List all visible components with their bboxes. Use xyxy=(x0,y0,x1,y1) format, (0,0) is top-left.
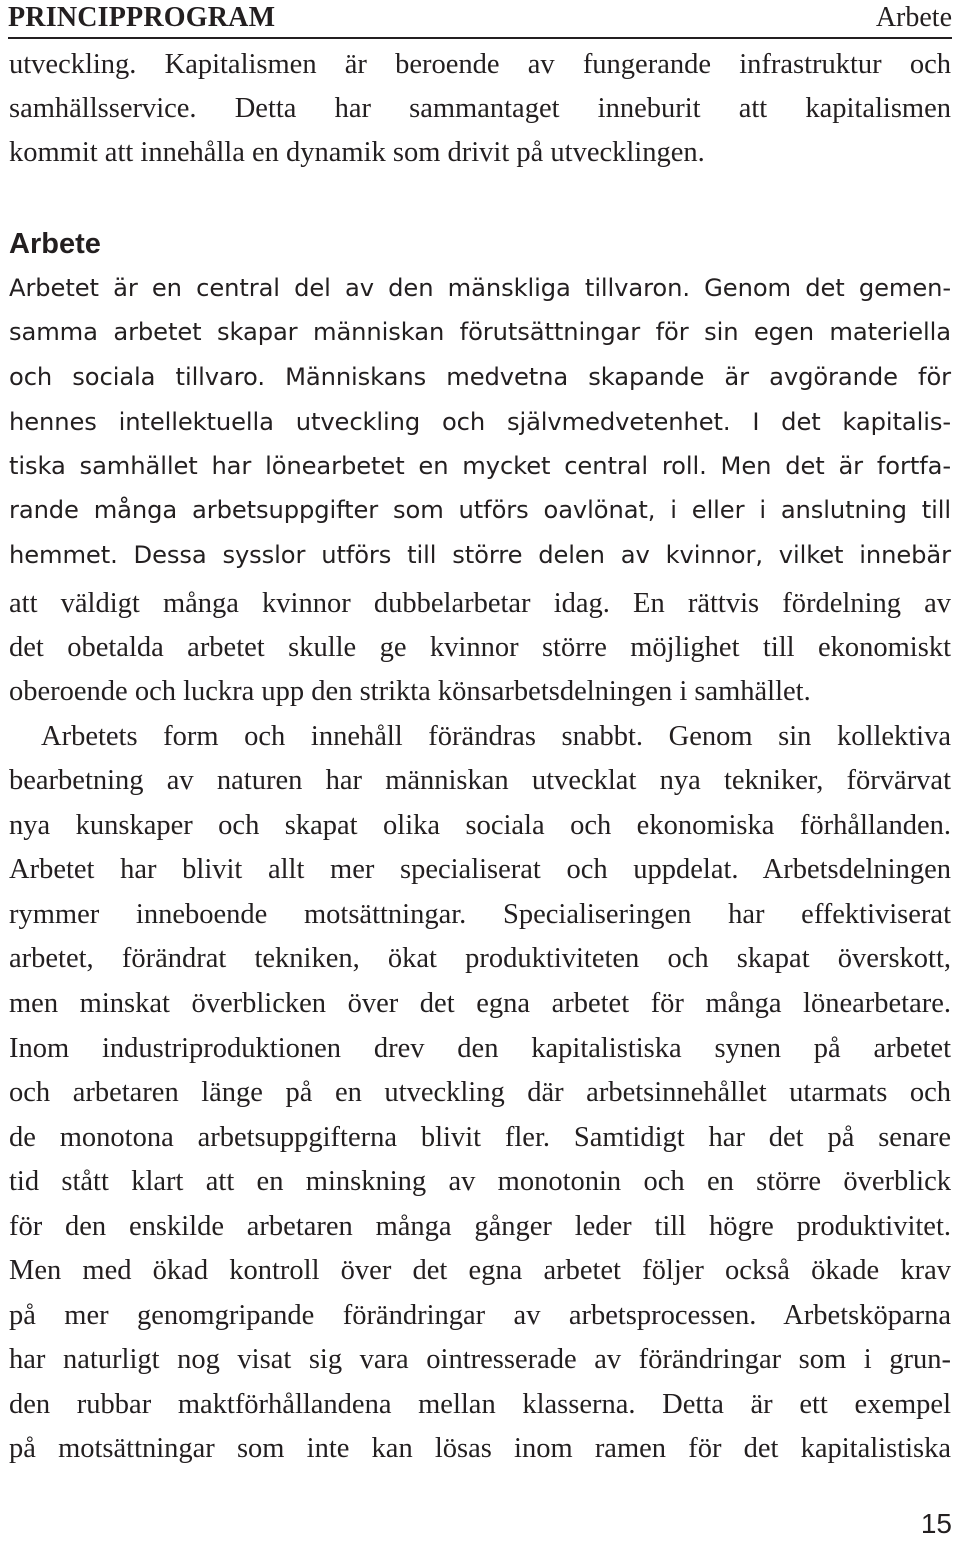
text-line: tiska samhället har lönearbetet en mycket central roll. Men det är fortfa- xyxy=(9,452,951,480)
header-program-title: PRINCIPPROGRAM xyxy=(8,2,276,33)
text-line: Arbetet är en central del av den mänskliga tillvaron. Genom det gemen- xyxy=(9,274,951,302)
text-line: hemmet. Dessa sysslor utförs till större delen av kvinnor, vilket innebär xyxy=(9,541,951,569)
text-line: på mer genomgripande förändringar av arbetsprocessen. Arbetsköparna xyxy=(9,1300,951,1331)
text-line: bearbetning av naturen har människan utvecklat nya tekniker, förvärvat xyxy=(9,765,951,796)
text-line: för den enskilde arbetaren många gånger leder till högre produktivitet. xyxy=(9,1211,951,1242)
text-line: att väldigt många kvinnor dubbelarbetar idag. En rättvis fördelning av xyxy=(9,588,951,619)
header-rule xyxy=(8,37,952,39)
text-line: de monotona arbetsuppgifterna blivit fler. Samtidigt har det på senare xyxy=(9,1122,951,1153)
section-heading: Arbete xyxy=(9,228,101,260)
text-line: har naturligt nog visat sig vara ointresserade av förändringar som i grun- xyxy=(9,1344,951,1375)
text-line: rande många arbetsuppgifter som utförs oavlönat, i eller i anslutning till xyxy=(9,496,951,524)
text-line: Arbetet har blivit allt mer specialiserat och uppdelat. Arbetsdelningen xyxy=(9,854,951,885)
text-line: tid stått klart att en minskning av monotonin och en större överblick xyxy=(9,1166,951,1197)
text-line: hennes intellektuella utveckling och självmedvetenhet. I det kapitalis- xyxy=(9,408,951,436)
text-line: Men med ökad kontroll över det egna arbetet följer också ökade krav xyxy=(9,1255,951,1286)
text-line: arbetet, förändrat tekniken, ökat produktiviteten och skapat överskott, xyxy=(9,943,951,974)
text-line: Arbetets form och innehåll förändras snabbt. Genom sin kollektiva xyxy=(41,721,951,752)
text-line: på motsättningar som inte kan lösas inom ramen för det kapitalistiska xyxy=(9,1433,951,1464)
text-line: och sociala tillvaro. Människans medvetna skapande är avgörande för xyxy=(9,363,951,391)
text-line: utveckling. Kapitalismen är beroende av fungerande infrastruktur och xyxy=(9,49,951,80)
text-line: kommit att innehålla en dynamik som drivit på utvecklingen. xyxy=(9,137,705,168)
header-section-title: Arbete xyxy=(875,2,952,33)
text-line: Inom industriproduktionen drev den kapitalistiska synen på arbetet xyxy=(9,1033,951,1064)
text-line: rymmer inneboende motsättningar. Specialiseringen har effektiviserat xyxy=(9,899,951,930)
running-header xyxy=(8,0,952,38)
text-line: men minskat överblicken över det egna arbetet för många lönearbetare. xyxy=(9,988,951,1019)
text-line: samhällsservice. Detta har sammantaget inneburit att kapitalismen xyxy=(9,93,951,124)
page-number: 15 xyxy=(920,1508,952,1539)
text-line: samma arbetet skapar människan förutsättningar för sin egen materiella xyxy=(9,318,951,346)
text-line: och arbetaren länge på en utveckling där arbetsinnehållet utarmats och xyxy=(9,1077,951,1108)
text-line: oberoende och luckra upp den strikta könsarbetsdelningen i samhället. xyxy=(9,676,811,707)
text-line: det obetalda arbetet skulle ge kvinnor större möjlighet till ekonomiskt xyxy=(9,632,951,663)
text-line: den rubbar maktförhållandena mellan klasserna. Detta är ett exempel xyxy=(9,1389,951,1420)
text-line: nya kunskaper och skapat olika sociala och ekonomiska förhållanden. xyxy=(9,810,951,841)
